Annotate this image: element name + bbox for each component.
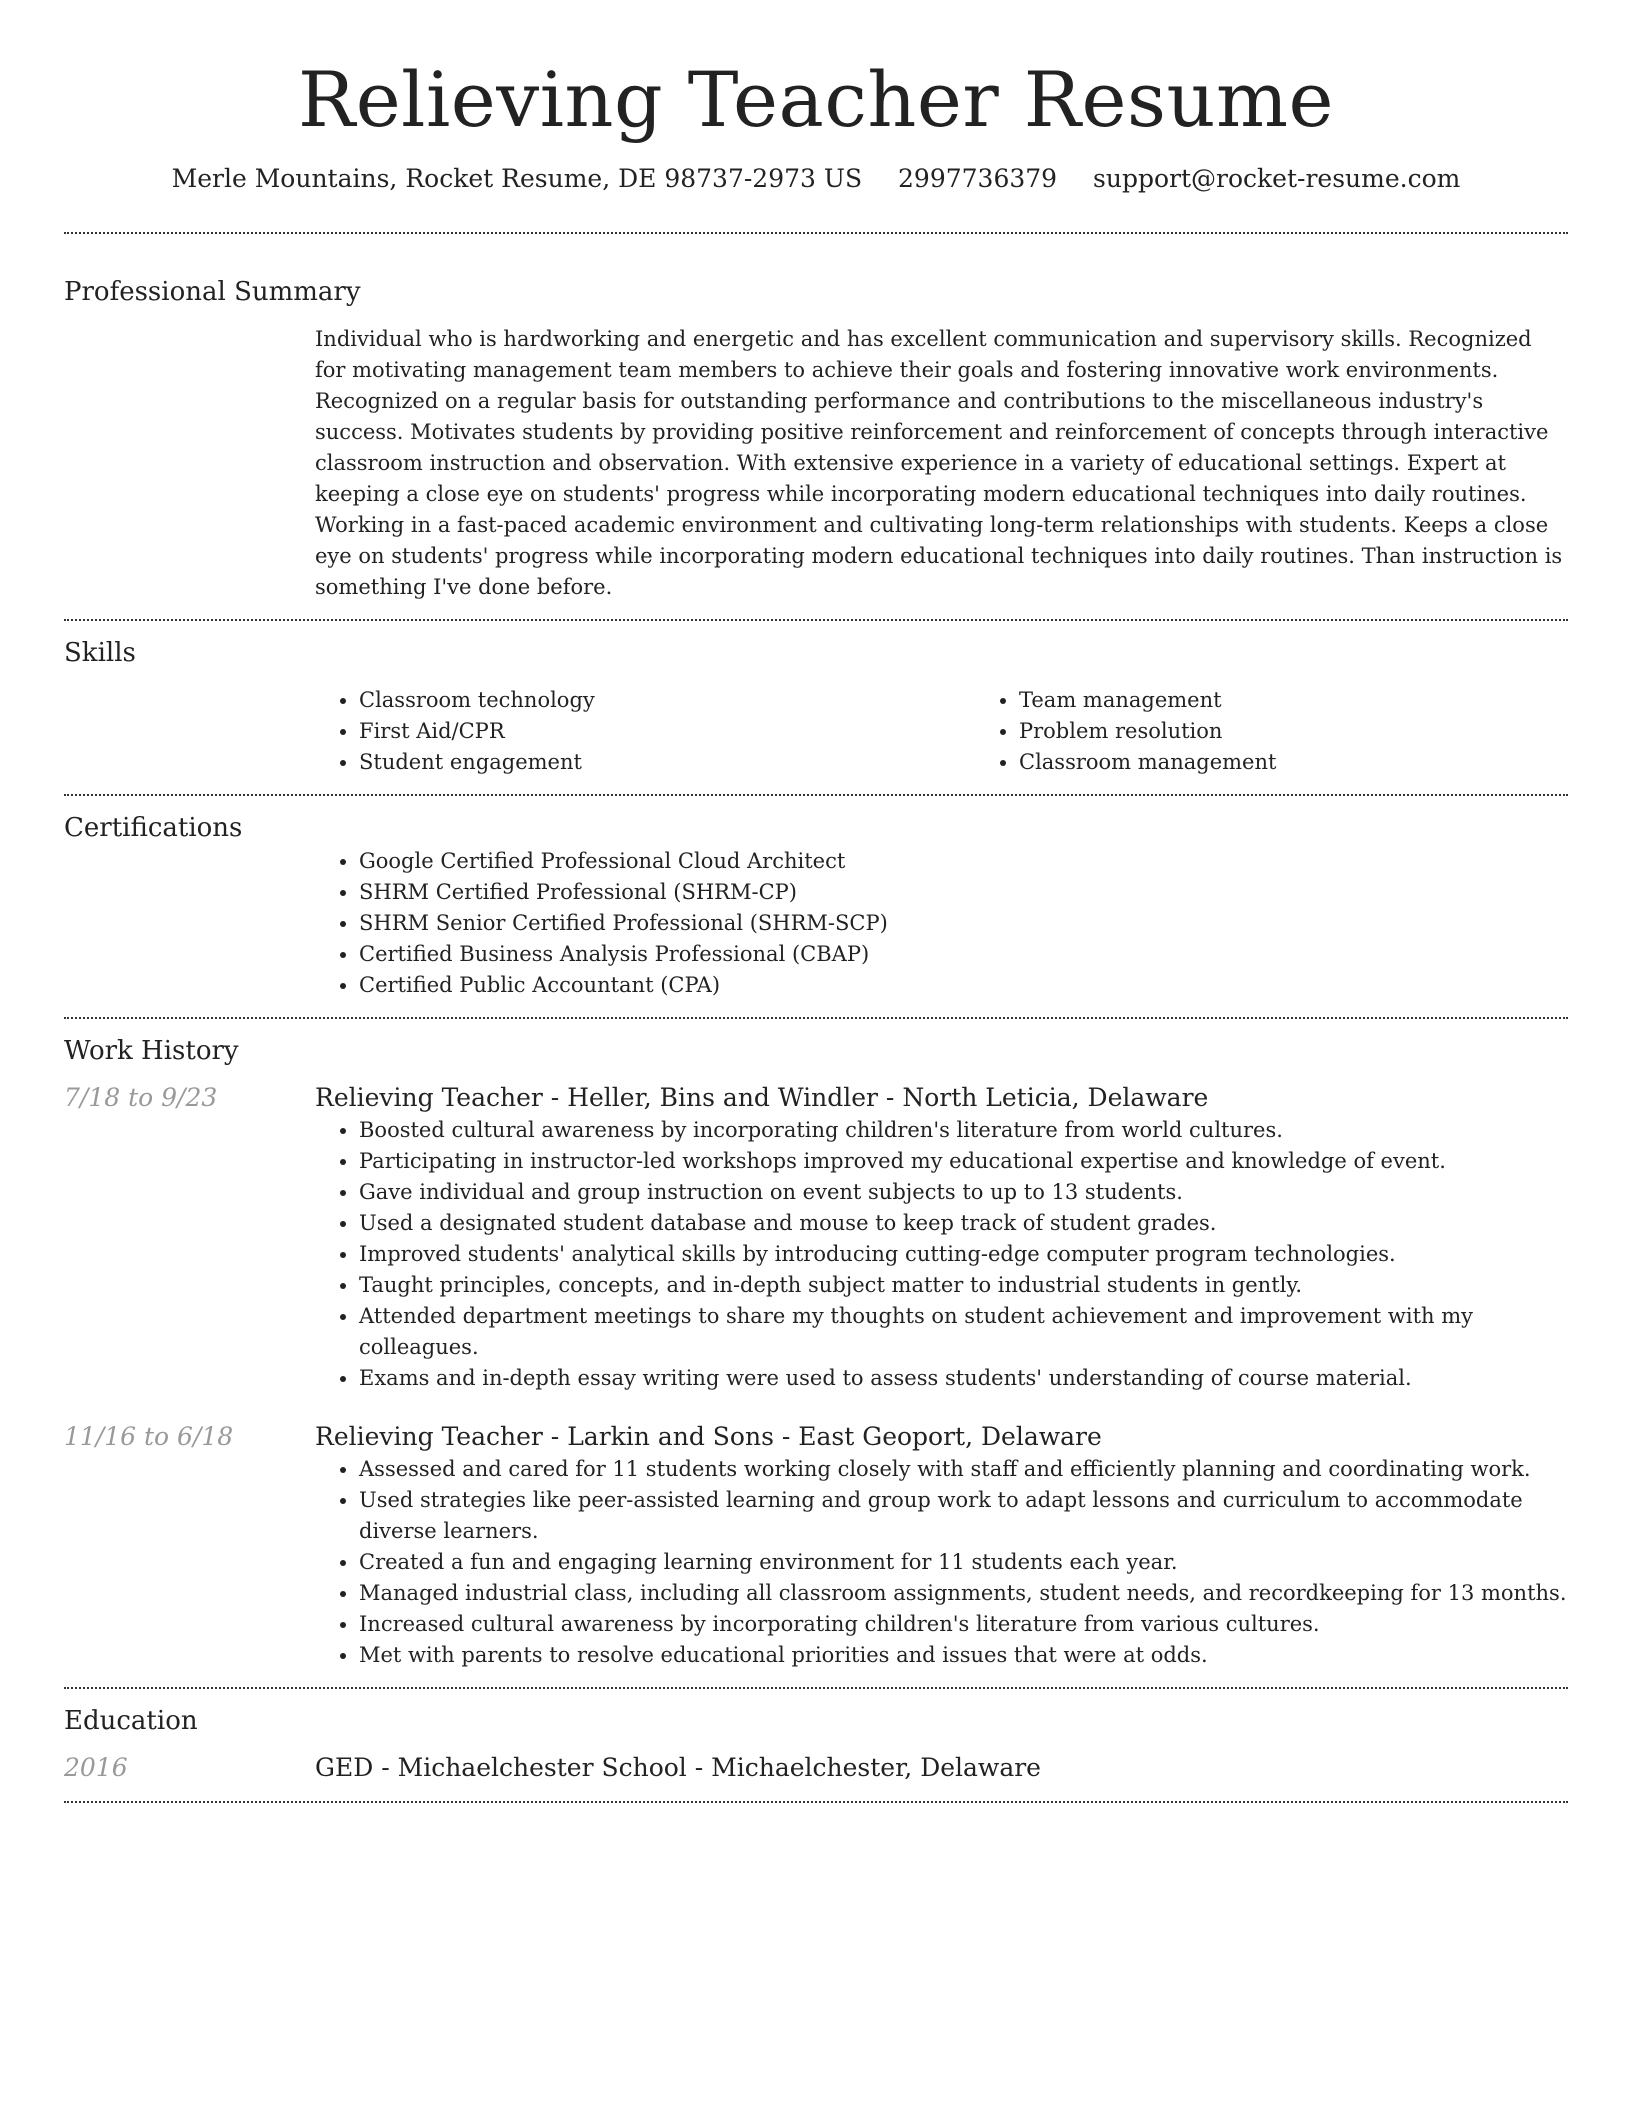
job-heading: Relieving Teacher - Larkin and Sons - East Geoport, Delaware: [315, 1422, 1102, 1451]
skills-heading: Skills: [64, 638, 136, 668]
education-entry: [64, 1751, 1568, 1785]
job-dates: 7/18 to 9/23: [64, 1083, 218, 1112]
education-heading-line: GED - Michaelchester School - Michaelchester, Delaware: [315, 1753, 1041, 1782]
job-bullet: • Used strategies like peer-assisted learning and group work to adapt lessons and curriculum to accommodate diverse learners.: [359, 1485, 1568, 1547]
job-bullet: • Boosted cultural awareness by incorporating children's literature from world cultures.: [359, 1115, 1568, 1146]
resume-title: Relieving Teacher Resume: [297, 55, 1335, 144]
certification-item: • Google Certified Professional Cloud Architect: [359, 846, 1568, 877]
skills-list-right: [975, 685, 1632, 778]
skills-list-left: [315, 685, 975, 778]
certifications-body: [315, 846, 1568, 1001]
job-bullet: • Taught principles, concepts, and in-depth subject matter to industrial students in gently.: [359, 1270, 1568, 1301]
certifications-section: [64, 796, 1568, 1017]
job-body: [315, 1420, 1568, 1671]
certifications-row: [64, 846, 1568, 1001]
skill-item: • Classroom technology: [359, 685, 975, 716]
skill-item: • Problem resolution: [1019, 716, 1632, 747]
summary-section: [64, 234, 1568, 619]
summary-body: [315, 310, 1568, 603]
summary-left-spacer: [64, 310, 315, 603]
contact-email: support@rocket-resume.com: [1093, 164, 1461, 193]
education-section: [64, 1689, 1568, 1801]
skills-section: [64, 621, 1568, 794]
summary-row: [64, 310, 1568, 603]
summary-text: Individual who is hardworking and energetic and has excellent communication and supervisory skills. Recognized for motivating management team members to achieve their goals and fostering innovative work environments. Recognized on a regular basis for outstanding performance and contributions to the miscellaneous industry's success. Motivates students by providing positive reinforcement and reinforcement of concepts through interactive classroom instruction and observation. With extensive experience in a variety of educational settings. Expert at keeping a close eye on students' progress while incorporating modern educational techniques into daily routines. Working in a fast-paced academic environment and cultivating long-term relationships with students. Keeps a close eye on students' progress while incorporating modern educational techniques into daily routines. Than instruction is something I've done before.: [315, 327, 1563, 599]
job-bullet: • Created a fun and engaging learning environment for 11 students each year.: [359, 1547, 1568, 1578]
education-body: [315, 1751, 1568, 1785]
skill-item: • First Aid/CPR: [359, 716, 975, 747]
skill-item: • Student engagement: [359, 747, 975, 778]
resume-header: [64, 0, 1568, 196]
job-body: [315, 1081, 1568, 1394]
job-bullet: • Gave individual and group instruction on event subjects to up to 13 students.: [359, 1177, 1568, 1208]
job-bullet: • Improved students' analytical skills by introducing cutting-edge computer program technologies.: [359, 1239, 1568, 1270]
skills-row: [64, 671, 1568, 778]
skills-grid: [315, 685, 1632, 778]
certification-item: • Certified Business Analysis Professional (CBAP): [359, 939, 1568, 970]
section-divider: [64, 1801, 1568, 1803]
work-history-section: [64, 1019, 1568, 1687]
education-heading: Education: [64, 1706, 198, 1736]
skill-item: • Team management: [1019, 685, 1632, 716]
job-bullet: • Assessed and cared for 11 students working closely with staff and efficiently planning and coordinating work.: [359, 1454, 1568, 1485]
job-dates: 11/16 to 6/18: [64, 1422, 234, 1451]
job-heading: Relieving Teacher - Heller, Bins and Windler - North Leticia, Delaware: [315, 1083, 1209, 1112]
job-entry: [64, 1420, 1568, 1671]
certifications-heading: Certifications: [64, 813, 243, 843]
skills-left-spacer: [64, 671, 315, 778]
job-bullet-list: [315, 1454, 1568, 1671]
certification-item: • Certified Public Accountant (CPA): [359, 970, 1568, 1001]
skill-item: • Classroom management: [1019, 747, 1632, 778]
education-year: 2016: [64, 1753, 128, 1782]
job-bullet: • Used a designated student database and mouse to keep track of student grades.: [359, 1208, 1568, 1239]
contact-phone: 2997736379: [898, 164, 1058, 193]
skills-body: [315, 671, 1632, 778]
job-bullet-list: [315, 1115, 1568, 1394]
job-bullet: • Managed industrial class, including all classroom assignments, student needs, and recordkeeping for 13 months.: [359, 1578, 1568, 1609]
job-bullet: • Participating in instructor-led workshops improved my educational expertise and knowledge of event.: [359, 1146, 1568, 1177]
job-entry: [64, 1081, 1568, 1394]
certification-item: • SHRM Certified Professional (SHRM-CP): [359, 877, 1568, 908]
job-bullet: • Exams and in-depth essay writing were used to assess students' understanding of course material.: [359, 1363, 1568, 1394]
contact-line: [64, 162, 1568, 196]
certifications-left-spacer: [64, 846, 315, 1001]
contact-address: Merle Mountains, Rocket Resume, DE 98737-2973 US: [171, 164, 863, 193]
job-bullet: • Attended department meetings to share my thoughts on student achievement and improvement with my colleagues.: [359, 1301, 1568, 1363]
work-history-heading: Work History: [64, 1036, 239, 1066]
job-bullet: • Increased cultural awareness by incorporating children's literature from various cultures.: [359, 1609, 1568, 1640]
certifications-list: [315, 846, 1568, 1001]
summary-heading: Professional Summary: [64, 277, 361, 307]
job-bullet: • Met with parents to resolve educational priorities and issues that were at odds.: [359, 1640, 1568, 1671]
certification-item: • SHRM Senior Certified Professional (SHRM-SCP): [359, 908, 1568, 939]
